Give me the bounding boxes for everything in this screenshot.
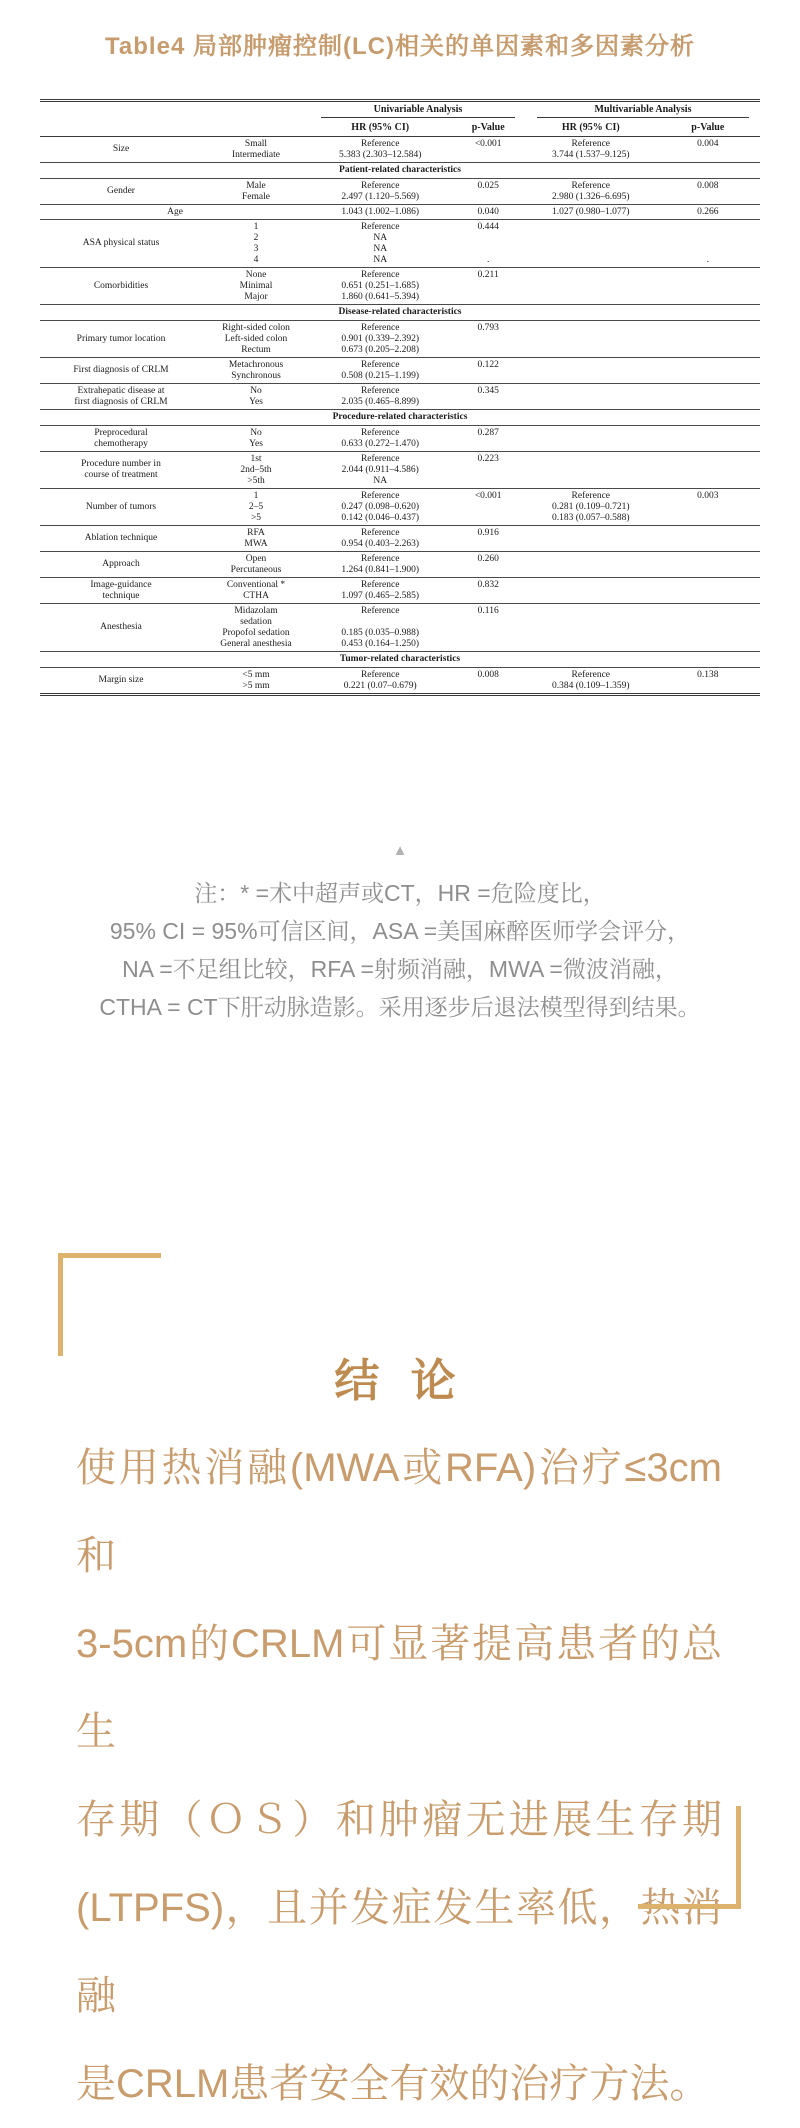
uni-hr-column-header: HR (95% CI) <box>310 120 450 137</box>
cell-multivariable-p: 0.003 <box>697 490 719 501</box>
cell-variable-label: Primary tumor location <box>76 333 166 344</box>
table-header-columns <box>40 120 760 137</box>
cell-univariable-hr: Reference 0.901 (0.339–2.392) 0.673 (0.205–2.208) <box>341 322 419 355</box>
cell-variable-label: Ablation technique <box>84 533 158 543</box>
cell-variable-label: Size <box>112 144 130 154</box>
cell-multivariable-hr <box>526 321 656 358</box>
cell-subgroup: No Yes <box>249 385 263 407</box>
cell-variable-label: Preprocedural chemotherapy <box>94 427 148 449</box>
header-empty-cell <box>40 120 310 137</box>
note-line: 95% CI = 95%可信区间，ASA =美国麻醉医师学会评分， <box>109 918 691 944</box>
cell-univariable-p: 0.040 <box>477 206 499 217</box>
cell-multivariable-hr <box>526 526 656 552</box>
table-body <box>40 137 760 695</box>
table-row <box>40 358 760 384</box>
section-row <box>40 410 760 426</box>
cell-multivariable-p <box>656 578 760 604</box>
cell-univariable-p: 0.025 <box>477 180 499 191</box>
cell-variable-label: Number of tumors <box>85 501 157 512</box>
section-header: Disease-related characteristics <box>338 307 462 317</box>
cell-univariable-p: 0.211 <box>477 269 499 280</box>
cell-univariable-hr: 1.043 (1.002–1.086) <box>341 206 419 217</box>
cell-univariable-hr: Reference 2.035 (0.465–8.899) <box>341 385 419 407</box>
cell-univariable-hr: Reference 5.383 (2.303–12.584) <box>339 138 422 160</box>
univariable-analysis-header <box>310 101 526 121</box>
cell-multivariable-p: 0.138 <box>697 669 719 680</box>
cell-subgroup: Male Female <box>242 180 270 202</box>
cell-univariable-p: 0.008 <box>477 669 499 680</box>
cell-multivariable-hr <box>526 426 656 452</box>
conclusion-line: (LTPFS)，且并发症发生率低，热消融 <box>76 1886 722 2018</box>
table-row <box>40 668 760 695</box>
cell-multivariable-hr <box>526 578 656 604</box>
multivariable-analysis-label: Multivariable Analysis <box>537 104 749 118</box>
table-row <box>40 552 760 578</box>
cell-univariable-p: 0.122 <box>477 359 499 370</box>
top-left-corner-bracket <box>58 1253 161 1356</box>
cell-multivariable-p <box>656 452 760 489</box>
cell-multivariable-p: 0.008 <box>697 180 719 191</box>
cell-variable-label: Margin size <box>98 675 144 685</box>
cell-multivariable-hr: Reference 2.980 (1.326–6.695) <box>551 180 630 202</box>
section-row <box>40 652 760 668</box>
analysis-table <box>40 99 760 696</box>
cell-subgroup: No Yes <box>249 427 263 449</box>
cell-multivariable-hr <box>526 552 656 578</box>
cell-univariable-p: 0.287 <box>477 427 499 438</box>
cell-variable-label: First diagnosis of CRLM <box>73 365 169 375</box>
cell-univariable-p: 0.260 <box>477 553 499 564</box>
cell-subgroup: 1 2 3 4 <box>253 221 259 265</box>
cell-univariable-hr: Reference 1.097 (0.465–2.585) <box>341 579 419 601</box>
conclusion-line: 存期（ＯＳ）和肿瘤无进展生存期 <box>76 1798 722 1842</box>
cell-multivariable-p <box>656 526 760 552</box>
cell-variable-label: Approach <box>102 559 140 569</box>
cell-multivariable-hr <box>526 604 656 652</box>
table-row <box>40 268 760 305</box>
table-row <box>40 205 760 220</box>
multivariable-analysis-header <box>526 101 760 121</box>
cell-univariable-hr: Reference 1.264 (0.841–1.900) <box>341 553 419 575</box>
cell-variable-label: Gender <box>107 186 135 196</box>
conclusion-text <box>76 1424 722 2128</box>
cell-univariable-hr: Reference 0.221 (0.07–0.679) <box>343 669 417 691</box>
section-header: Procedure-related characteristics <box>332 412 468 422</box>
cell-multivariable-p <box>656 604 760 652</box>
cell-subgroup: Right-sided colon Left-sided colon Rectum <box>222 322 290 355</box>
cell-multivariable-p: 0.266 <box>697 206 719 217</box>
section-row <box>40 163 760 179</box>
cell-univariable-hr: Reference 2.044 (0.911–4.586) NA <box>341 453 419 486</box>
section-header: Tumor-related characteristics <box>339 654 461 664</box>
cell-variable-label: ASA physical status <box>82 238 160 248</box>
table-row <box>40 384 760 410</box>
cell-variable-label: Procedure number in course of treatment <box>81 459 161 480</box>
cell-multivariable-hr: Reference 0.384 (0.109–1.359) <box>551 669 630 691</box>
conclusion-title: 结 论 <box>334 1356 466 1406</box>
cell-multivariable-p <box>656 321 760 358</box>
table-row <box>40 220 760 268</box>
cell-subgroup: Small Intermediate <box>231 138 280 160</box>
cell-variable-label: Comorbidities <box>93 280 149 291</box>
univariable-analysis-label: Univariable Analysis <box>321 104 515 118</box>
cell-multivariable-p <box>656 552 760 578</box>
table-row <box>40 526 760 552</box>
table-row <box>40 137 760 163</box>
table-wrapper <box>40 99 760 696</box>
cell-univariable-hr: Reference 2.497 (1.120–5.569) <box>341 180 419 202</box>
conclusion-line: 3-5cm的CRLM可显著提高患者的总生 <box>76 1622 722 1754</box>
cell-multivariable-p <box>656 358 760 384</box>
cell-subgroup: RFA MWA <box>244 527 268 549</box>
cell-univariable-hr: Reference 0.185 (0.035–0.988) 0.453 (0.164–1.250) <box>341 605 419 649</box>
cell-univariable-hr: Reference 0.508 (0.215–1.199) <box>341 359 419 381</box>
cell-univariable-p: <0.001 <box>474 490 502 501</box>
table-row <box>40 604 760 652</box>
cell-univariable-p: 0.444 . <box>477 221 499 265</box>
multi-p-column-header: p-Value <box>656 120 760 137</box>
cell-subgroup: Midazolam sedation Propofol sedation General anesthesia <box>220 605 292 649</box>
cell-multivariable-p: 0.004 <box>697 138 719 149</box>
cell-univariable-p: 0.916 <box>477 527 499 538</box>
table-row <box>40 321 760 358</box>
cell-multivariable-hr <box>526 358 656 384</box>
table-row <box>40 426 760 452</box>
up-triangle-icon: ▲ <box>392 842 408 859</box>
cell-variable-label: Anesthesia <box>100 622 142 632</box>
cell-univariable-hr: Reference 0.651 (0.251–1.685) 1.860 (0.641–5.394) <box>341 269 419 302</box>
cell-univariable-p: 0.116 <box>477 605 499 616</box>
note-line: 注：* =术中超声或CT，HR =危险度比， <box>194 880 606 906</box>
cell-multivariable-hr <box>526 384 656 410</box>
cell-univariable-hr: Reference 0.954 (0.403–2.263) <box>341 527 419 549</box>
cell-subgroup: None Minimal Major <box>239 269 273 302</box>
cell-univariable-p: 0.832 <box>477 579 499 590</box>
cell-variable-label: Image-guidance technique <box>90 579 152 601</box>
note-line: CTHA = CT下肝动脉造影。采用逐步后退法模型得到结果。 <box>99 994 701 1020</box>
cell-subgroup: Open Percutaneous <box>230 553 282 575</box>
table-row <box>40 489 760 526</box>
cell-variable-label: Extrahepatic disease at first diagnosis of CRLM <box>74 385 168 407</box>
conclusion-line: 是CRLM患者安全有效的治疗方法。 <box>76 2062 710 2106</box>
cell-subgroup: Metachronous Synchronous <box>228 359 284 381</box>
page-title: Table4 局部肿瘤控制(LC)相关的单因素和多因素分析 <box>105 33 695 60</box>
header-empty-cell <box>40 101 310 121</box>
cell-multivariable-p <box>656 426 760 452</box>
table-row <box>40 179 760 205</box>
cell-multivariable-p <box>656 268 760 305</box>
cell-univariable-p: 0.345 <box>477 385 499 396</box>
cell-subgroup: <5 mm >5 mm <box>242 669 270 691</box>
cell-multivariable-hr <box>526 452 656 489</box>
conclusion-line: 使用热消融(MWA或RFA)治疗≤3cm和 <box>76 1446 722 1578</box>
cell-univariable-p: 0.793 <box>477 322 499 333</box>
cell-multivariable-hr: 1.027 (0.980–1.077) <box>551 206 630 217</box>
section-header: Patient-related characteristics <box>339 165 461 175</box>
table-row <box>40 578 760 604</box>
section-row <box>40 305 760 321</box>
multi-hr-column-header: HR (95% CI) <box>526 120 656 137</box>
cell-multivariable-hr: Reference 0.281 (0.109–0.721) 0.183 (0.057–0.588) <box>551 490 630 523</box>
cell-univariable-hr: Reference 0.247 (0.098–0.620) 0.142 (0.046–0.437) <box>341 490 419 523</box>
cell-multivariable-hr: Reference 3.744 (1.537–9.125) <box>551 138 630 160</box>
bottom-right-corner-bracket <box>638 1806 741 1909</box>
cell-univariable-hr: Reference 0.633 (0.272–1.470) <box>341 427 419 449</box>
table-notes <box>0 874 800 1026</box>
cell-multivariable-hr <box>526 220 656 268</box>
cell-multivariable-p: . <box>706 254 709 265</box>
cell-multivariable-p <box>656 384 760 410</box>
cell-univariable-hr: Reference NA NA NA <box>360 221 400 265</box>
cell-subgroup: Conventional * CTHA <box>226 579 286 601</box>
uni-p-column-header: p-Value <box>450 120 526 137</box>
cell-subgroup: 1st 2nd–5th >5th <box>240 453 272 486</box>
note-line: NA =不足组比较，RFA =射频消融，MWA =微波消融， <box>122 956 678 982</box>
cell-variable-label: Age <box>167 206 183 217</box>
cell-univariable-p: <0.001 <box>474 138 502 149</box>
cell-multivariable-hr <box>526 268 656 305</box>
cell-univariable-p: 0.223 <box>477 453 499 464</box>
table-header-groups <box>40 101 760 121</box>
cell-subgroup: 1 2–5 >5 <box>248 490 264 523</box>
table-row <box>40 452 760 489</box>
